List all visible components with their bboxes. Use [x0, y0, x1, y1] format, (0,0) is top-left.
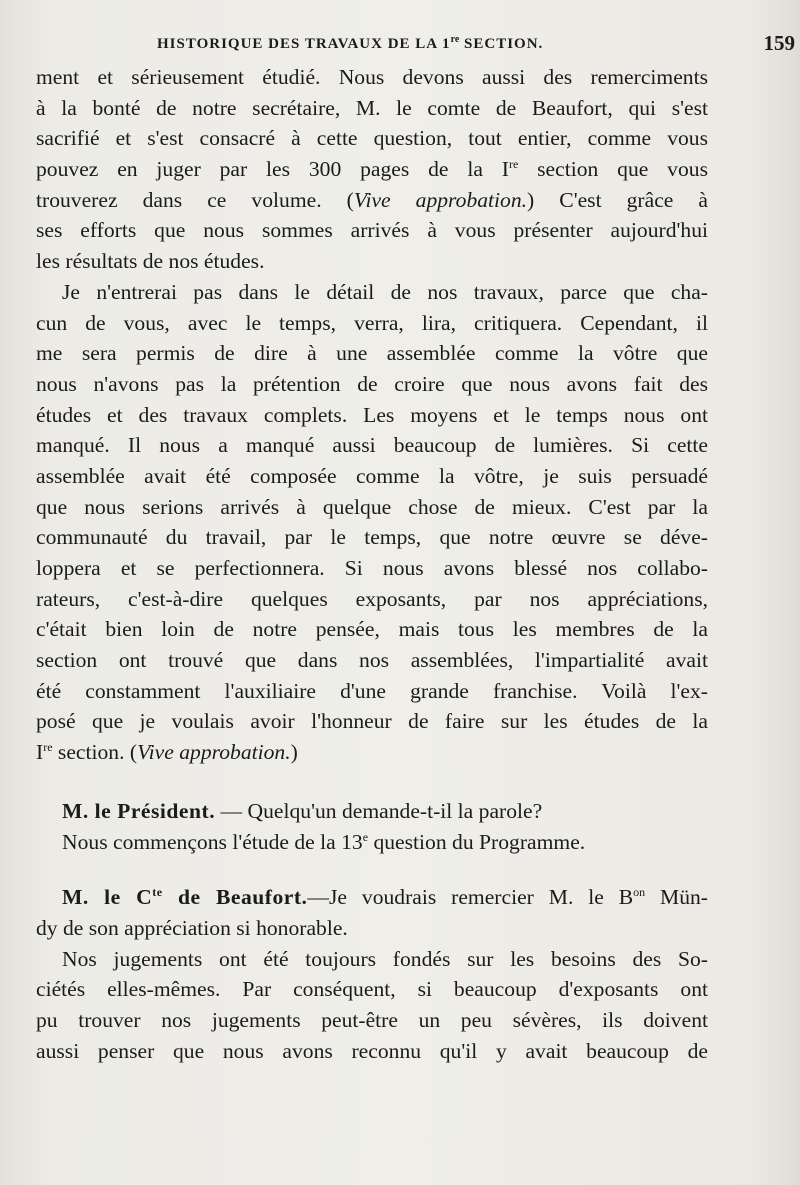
- text-line: M. le $C^{te}$ de Beaufort.—Je voudrais remercier M. le $B^{on}$ Mün-: [62, 885, 709, 910]
- text-line: Nos jugements ont été toujours fondés sur les besoins des So-: [62, 946, 708, 971]
- text-line: Ire section. (Vive approbation.): [36, 740, 298, 765]
- text-line: aussi penser que nous avons reconnu qu'il y avait beaucoup de: [36, 1038, 708, 1063]
- text-line: loppera et se perfectionnera. Si nous avons blessé nos collabo-: [36, 556, 708, 580]
- text-line: que nous serions arrivés à quelque chose de mieux. C'est par la: [36, 494, 708, 519]
- paragraph-last: [36, 944, 708, 1067]
- text-line: me sera permis de dire à une assemblée comme la vôtre que: [36, 341, 708, 366]
- text-line: posé que je voulais avoir l'honneur de faire sur les études de la: [36, 709, 708, 734]
- text-line: ment et sérieusement étudié. Nous devons aussi des remerciments: [36, 65, 708, 89]
- text-line: à la bonté de notre secrétaire, M. le comte de Beaufort, qui s'est: [36, 95, 708, 120]
- text-line: pouvez en juger par les 300 pages de la Ire section que vous: [36, 157, 708, 182]
- paragraph-gap: [36, 768, 708, 782]
- beaufort-statement: [36, 882, 708, 943]
- text-line: c'était bien loin de notre pensée, mais tous les membres de la: [36, 617, 708, 642]
- speaker-name: M. le Président.: [62, 798, 216, 823]
- page-header: [36, 31, 795, 56]
- text-line: M. le Président. — Quelqu'un demande-t-il la parole?: [62, 798, 543, 823]
- running-head: HISTORIQUE DES TRAVAUX DE LA 1re SECTION.: [157, 34, 544, 52]
- text-line: assemblée avait été composée comme la vôtre, je suis persuadé: [36, 463, 708, 488]
- text-line: pu trouver nos jugements peut-être un peu sévères, ils doivent: [36, 1007, 708, 1032]
- president-statement: [36, 796, 708, 857]
- text-line: Nous commençons l'étude de la 13e question du Programme.: [62, 829, 586, 854]
- text-line: nous n'avons pas la prétention de croire que nous avons fait des: [36, 371, 708, 396]
- speaker-name: M. le $C^{te}$ de Beaufort.: [62, 885, 308, 910]
- paragraph-gap: [36, 857, 708, 871]
- body-text: [36, 62, 708, 1066]
- text-line: rateurs, c'est-à-dire quelques exposants, par nos appréciations,: [36, 586, 708, 611]
- text-line: communauté du travail, par le temps, que notre œuvre se déve-: [36, 525, 708, 550]
- paragraph-gap: [36, 782, 708, 796]
- text-line: section ont trouvé que dans nos assemblées, l'impartialité avait: [36, 648, 708, 673]
- text-line: ses efforts que nous sommes arrivés à vous présenter aujourd'hui: [36, 218, 708, 243]
- text-line: les résultats de nos études.: [36, 249, 265, 274]
- paragraph-1: [36, 62, 708, 277]
- text-line: Je n'entrerai pas dans le détail de nos travaux, parce que cha-: [62, 279, 708, 304]
- text-line: trouverez dans ce volume. (Vive approbation.) C'est grâce à: [36, 187, 709, 212]
- page-number: 159: [763, 31, 795, 55]
- text-line: été constamment l'auxiliaire d'une grande franchise. Voilà l'ex-: [36, 678, 708, 703]
- text-line: manqué. Il nous a manqué aussi beaucoup de lumières. Si cette: [36, 433, 708, 458]
- text-line: ciétés elles-mêmes. Par conséquent, si beaucoup d'exposants ont: [36, 977, 708, 1002]
- text-line: sacrifié et s'est consacré à cette question, tout entier, comme vous: [36, 126, 708, 151]
- paragraph-gap: [36, 871, 708, 882]
- text-line: dy de son appréciation si honorable.: [36, 915, 348, 940]
- text-line: études et des travaux complets. Les moyens et le temps nous ont: [36, 402, 708, 427]
- paragraph-2: [36, 277, 708, 768]
- text-line: cun de vous, avec le temps, verra, lira, critiquera. Cependant, il: [36, 310, 708, 335]
